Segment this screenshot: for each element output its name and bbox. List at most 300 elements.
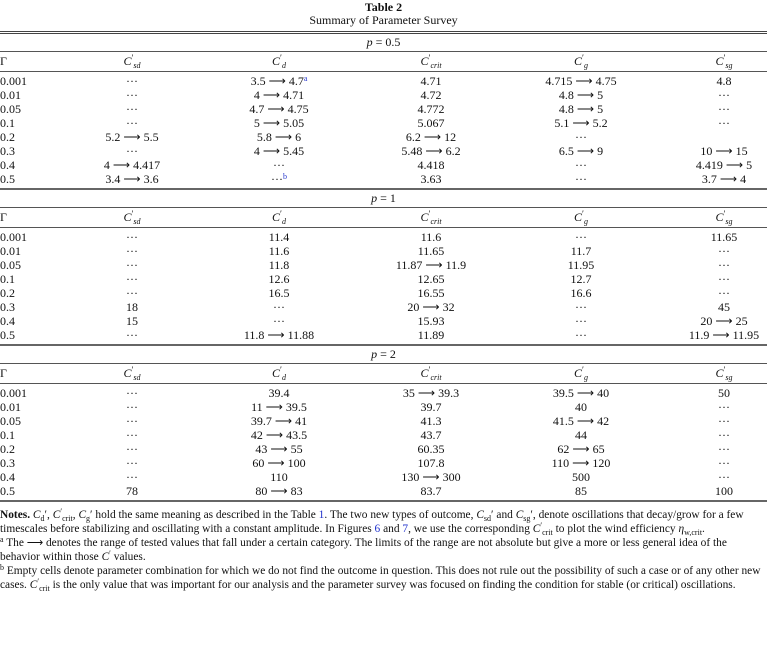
table-row [0, 158, 767, 172]
note-paragraph [0, 536, 767, 564]
table-cell: 4.772 [417, 102, 445, 116]
table-cell: 18 [126, 300, 138, 314]
table-cell: ··· [126, 116, 138, 130]
note-text: , [72, 509, 79, 521]
table-row [0, 88, 767, 102]
table-row [0, 386, 767, 400]
header-crit [420, 208, 441, 227]
header-row [0, 52, 767, 72]
table-cell: 3.4 ⟶ 3.6 [105, 172, 159, 186]
gamma-value: 0.3 [0, 144, 15, 158]
footnote-marker[interactable]: a [303, 74, 308, 83]
gamma-value: 0.1 [0, 272, 15, 286]
header-subscript: crit [430, 217, 442, 226]
section-variable: p [371, 347, 378, 361]
header-subscript: g [583, 373, 588, 382]
header-crit [420, 364, 441, 383]
note-text: C [52, 509, 61, 521]
header-base: C [574, 366, 583, 380]
table-cell: ··· [718, 456, 730, 470]
table-cell: ··· [575, 172, 587, 186]
header-sg [715, 52, 732, 71]
header-base: C [272, 54, 281, 68]
table-cell: 20 ⟶ 32 [407, 300, 455, 314]
table-row [0, 74, 767, 88]
table-cell: ··· [575, 328, 587, 342]
table-cell: ··· [575, 314, 587, 328]
note-text: ′ [37, 577, 40, 586]
table-cell: ··· [575, 158, 587, 172]
table-cell: 3.7 ⟶ 4 [701, 172, 747, 186]
note-text: η [678, 523, 685, 535]
header-subscript: g [583, 61, 588, 70]
table-cell: 11.8 ⟶ 11.88 [243, 328, 315, 342]
table-cell: ··· [126, 400, 138, 414]
table-cell: 44 [575, 428, 587, 442]
header-prime: ′ [582, 53, 584, 63]
note-text: values. [110, 551, 146, 563]
table-row [0, 258, 767, 272]
header-sg [715, 364, 732, 383]
table-cell: 4.8 ⟶ 5 [558, 102, 604, 116]
table-cell: 4.418 [417, 158, 445, 172]
header-subscript: sg [725, 61, 733, 70]
header-g [574, 364, 588, 383]
header-base: C [272, 366, 281, 380]
table-cell: 43.7 [420, 428, 442, 442]
note-text: d [40, 514, 45, 523]
table-cell: 40 [575, 400, 587, 414]
header-subscript: sg [725, 373, 733, 382]
note-text: ′ [60, 507, 63, 516]
table-row [0, 300, 767, 314]
note-text: ′ hold the same meaning as described in the Table [90, 509, 319, 521]
gamma-value: 0.5 [0, 484, 15, 498]
table-cell: ··· [126, 258, 138, 272]
table-cell: ··· [718, 470, 730, 484]
note-text: Notes. [0, 509, 33, 521]
table-cell: 12.7 [570, 272, 592, 286]
table-cell: ··· [718, 428, 730, 442]
header-prime: ′ [428, 209, 431, 219]
table-cell: 500 [572, 470, 590, 484]
table-cell: 39.7 [420, 400, 442, 414]
note-text: , we use the corresponding [408, 523, 533, 535]
table-row [0, 442, 767, 456]
note-text: b [0, 563, 4, 572]
note-text: to plot the wind efficiency [552, 523, 679, 535]
note-text: sg [523, 514, 531, 523]
header-base: C [420, 210, 429, 224]
table-cell: 11.6 [268, 244, 290, 258]
table-cell: 110 ⟶ 120 [551, 456, 611, 470]
table-cell: 78 [126, 484, 138, 498]
table-cell: 11.6 [420, 230, 442, 244]
header-gamma: Γ [0, 210, 7, 224]
table-cell: ··· [126, 456, 138, 470]
header-sd [123, 364, 140, 383]
note-text: ′ [540, 521, 543, 530]
gamma-value: 0.001 [0, 386, 27, 400]
table-cell: 130 ⟶ 300 [401, 470, 461, 484]
parameter-table [0, 34, 767, 502]
table-cell [251, 74, 308, 88]
header-subscript: sg [725, 217, 733, 226]
figure-link[interactable]: 6 [374, 523, 381, 535]
header-sd [123, 52, 140, 71]
header-prime: ′ [280, 365, 282, 375]
table-cell: 16.5 [268, 286, 290, 300]
table-cell: 107.8 [417, 456, 445, 470]
table-cell: 39.7 ⟶ 41 [250, 414, 308, 428]
section-variable: p [371, 191, 378, 205]
note-text: g [86, 514, 91, 523]
header-subscript: crit [430, 373, 442, 382]
table-row [0, 244, 767, 258]
note-text: The ⟶ denotes the range of tested values that fall under a certain category. The limits of the range are not absolute but give a more or less general idea of the behavior within those [0, 537, 727, 563]
note-paragraph [0, 564, 767, 592]
header-g [574, 208, 588, 227]
table-cell: ··· [126, 286, 138, 300]
table-cell: 43 ⟶ 55 [255, 442, 303, 456]
table-cell: 20 ⟶ 25 [700, 314, 748, 328]
note-text: C [532, 523, 541, 535]
gamma-value: 0.2 [0, 286, 15, 300]
note-text: sd [483, 514, 492, 523]
table-row [0, 328, 767, 342]
table-cell: 100 [715, 484, 733, 498]
header-prime: ′ [723, 365, 726, 375]
header-prime: ′ [131, 209, 134, 219]
table-cell: 5.8 ⟶ 6 [256, 130, 302, 144]
table-row [0, 130, 767, 144]
table-cell: ··· [273, 314, 285, 328]
table-cell: 5 ⟶ 5.05 [253, 116, 305, 130]
table-row [0, 286, 767, 300]
table-cell: ··· [126, 230, 138, 244]
table-cell: 80 ⟶ 83 [255, 484, 303, 498]
table-cell: 11.89 [417, 328, 445, 342]
table-cell: 3.63 [420, 172, 442, 186]
table-cell: ··· [126, 272, 138, 286]
gamma-value: 0.1 [0, 428, 15, 442]
table-cell: ··· [718, 102, 730, 116]
header-d [272, 208, 286, 227]
section-rows [0, 72, 767, 190]
table-cell: ··· [126, 386, 138, 400]
section-value: = 0.5 [372, 35, 401, 49]
table-cell: 45 [718, 300, 730, 314]
table-cell: ··· [126, 102, 138, 116]
note-text: C [78, 509, 87, 521]
note-text: ′ and [491, 509, 516, 521]
table-section [0, 34, 767, 190]
gamma-value: 0.4 [0, 158, 15, 172]
gamma-value: 0.2 [0, 442, 15, 456]
header-base: C [715, 210, 724, 224]
header-prime: ′ [723, 209, 726, 219]
note-text: w,crit [684, 528, 703, 537]
header-row [0, 208, 767, 228]
note-text: and [380, 523, 403, 535]
table-row [0, 484, 767, 498]
table-cell: ··· [126, 428, 138, 442]
table-cell: 35 ⟶ 39.3 [402, 386, 460, 400]
section-value: = 2 [377, 347, 396, 361]
table-cell: ··· [718, 258, 730, 272]
table-cell: 5.067 [417, 116, 445, 130]
header-prime: ′ [723, 53, 726, 63]
note-text: a [0, 535, 4, 544]
cell-value: ··· [271, 172, 283, 186]
gamma-value: 0.4 [0, 470, 15, 484]
header-base: C [123, 366, 132, 380]
table-section [0, 346, 767, 502]
header-prime: ′ [280, 53, 282, 63]
table-cell: 11.4 [268, 230, 290, 244]
table-cell: 4.7 ⟶ 4.75 [249, 102, 309, 116]
table-row [0, 456, 767, 470]
header-base: C [272, 210, 281, 224]
table-cell: 39.5 ⟶ 40 [552, 386, 610, 400]
table-cell: 11.95 [567, 258, 595, 272]
header-d [272, 364, 286, 383]
table-cell: ··· [718, 442, 730, 456]
table-cell: 5.2 ⟶ 5.5 [105, 130, 159, 144]
note-text: C [515, 509, 524, 521]
header-subscript: d [281, 217, 286, 226]
table-cell: 11.65 [710, 230, 738, 244]
table-section [0, 190, 767, 346]
figure-link[interactable]: 1 [318, 509, 325, 521]
table-cell: ··· [718, 88, 730, 102]
header-crit [420, 52, 441, 71]
figure-link[interactable]: 7 [402, 523, 409, 535]
table-cell: 16.55 [417, 286, 445, 300]
header-prime: ′ [582, 365, 584, 375]
gamma-value: 0.05 [0, 414, 21, 428]
header-subscript: d [281, 61, 286, 70]
gamma-value: 0.3 [0, 300, 15, 314]
note-text: C [29, 579, 38, 591]
table-cell: ··· [126, 74, 138, 88]
table-cell: ··· [273, 300, 285, 314]
note-text: C [101, 551, 110, 563]
table-row [0, 144, 767, 158]
header-sd [123, 208, 140, 227]
header-prime: ′ [280, 209, 282, 219]
table-cell: 12.65 [417, 272, 445, 286]
table-notes [0, 508, 767, 592]
note-text: . [702, 523, 705, 535]
section-variable: p [366, 35, 373, 49]
note-text: C [476, 509, 484, 521]
table-cell: 10 ⟶ 15 [700, 144, 748, 158]
table-cell: ··· [575, 300, 587, 314]
table-row [0, 230, 767, 244]
table-subtitle: Summary of Parameter Survey [309, 13, 458, 27]
gamma-value: 0.05 [0, 258, 21, 272]
section-rows [0, 384, 767, 502]
header-prime: ′ [582, 209, 584, 219]
header-sg [715, 208, 732, 227]
table-cell: 4.8 [716, 74, 732, 88]
header-base: C [123, 210, 132, 224]
table-cell: 4.419 ⟶ 5 [695, 158, 753, 172]
table-cell: 4.71 [420, 74, 442, 88]
gamma-value: 0.001 [0, 74, 27, 88]
table-cell: 11.87 ⟶ 11.9 [395, 258, 467, 272]
header-prime: ′ [131, 53, 134, 63]
table-cell: ··· [126, 88, 138, 102]
table-cell: ··· [575, 230, 587, 244]
table-cell: ··· [126, 414, 138, 428]
note-text: ′, denote oscillations that decay/grow for a few timescales before stabilizing and oscillating with a constant amplitude. In Figures [0, 509, 744, 535]
section-rows [0, 228, 767, 346]
table-cell: 11.8 [268, 258, 290, 272]
table-cell: 41.3 [420, 414, 442, 428]
table-cell: 15 [126, 314, 138, 328]
note-text: . The two new types of outcome, [324, 509, 477, 521]
note-text: ′, [44, 509, 53, 521]
header-subscript: crit [430, 61, 442, 70]
header-base: C [574, 54, 583, 68]
cell-value: 3.5 ⟶ 4.7 [250, 74, 304, 88]
table-cell: ··· [718, 414, 730, 428]
header-base: C [123, 54, 132, 68]
table-cell: 4 ⟶ 4.71 [253, 88, 305, 102]
header-g [574, 52, 588, 71]
note-paragraph [0, 508, 767, 536]
table-cell: 85 [575, 484, 587, 498]
header-subscript: g [583, 217, 588, 226]
table-cell: 110 [270, 470, 288, 484]
section-label [0, 346, 767, 364]
header-base: C [715, 366, 724, 380]
table-cell: 11.9 ⟶ 11.95 [688, 328, 760, 342]
header-gamma: Γ [0, 54, 7, 68]
header-base: C [574, 210, 583, 224]
header-subscript: d [281, 373, 286, 382]
table-cell: 6.5 ⟶ 9 [558, 144, 604, 158]
table-cell: 4.8 ⟶ 5 [558, 88, 604, 102]
table-cell: 50 [718, 386, 730, 400]
table-cell: 4 ⟶ 4.417 [103, 158, 161, 172]
note-text: Empty cells denote parameter combination for which we do not find the outcome in question. This does not rule out the possibility of such a case or of any other new cases. [0, 565, 761, 591]
table-cell: ··· [126, 442, 138, 456]
header-gamma: Γ [0, 366, 7, 380]
table-cell: ··· [126, 328, 138, 342]
table-cell [271, 172, 287, 186]
table-cell: 5.1 ⟶ 5.2 [554, 116, 608, 130]
section-label [0, 34, 767, 52]
table-row [0, 428, 767, 442]
table-row [0, 116, 767, 130]
table-cell: 11 ⟶ 39.5 [251, 400, 307, 414]
table-cell: ··· [718, 400, 730, 414]
table-cell: 11.7 [570, 244, 592, 258]
gamma-value: 0.2 [0, 130, 15, 144]
table-cell: ··· [718, 286, 730, 300]
header-prime: ′ [428, 53, 431, 63]
header-base: C [420, 366, 429, 380]
gamma-value: 0.05 [0, 102, 21, 116]
note-text: crit [62, 514, 73, 523]
table-cell: ··· [718, 244, 730, 258]
table-cell: 5.48 ⟶ 6.2 [401, 144, 461, 158]
table-row [0, 470, 767, 484]
gamma-value: 0.01 [0, 244, 21, 258]
note-text: ′ [109, 549, 111, 558]
section-value: = 1 [377, 191, 396, 205]
header-base: C [715, 54, 724, 68]
gamma-value: 0.4 [0, 314, 15, 328]
table-cell: ··· [126, 144, 138, 158]
table-cell: 4.72 [420, 88, 442, 102]
note-text: C [32, 509, 41, 521]
header-prime: ′ [131, 365, 134, 375]
gamma-value: 0.01 [0, 400, 21, 414]
section-label [0, 190, 767, 208]
table-cell: 12.6 [268, 272, 290, 286]
table-cell: ··· [273, 158, 285, 172]
table-cell: 60.35 [417, 442, 445, 456]
gamma-value: 0.001 [0, 230, 27, 244]
header-prime: ′ [428, 365, 431, 375]
table-cell: ··· [126, 244, 138, 258]
table-row [0, 272, 767, 286]
note-text: crit [542, 528, 553, 537]
table-cell: 39.4 [268, 386, 290, 400]
gamma-value: 0.5 [0, 172, 15, 186]
note-text: crit [39, 584, 50, 593]
table-row [0, 414, 767, 428]
gamma-value: 0.1 [0, 116, 15, 130]
table-cell: 83.7 [420, 484, 442, 498]
table-cell: ··· [126, 470, 138, 484]
table-cell: 6.2 ⟶ 12 [405, 130, 457, 144]
table-cell: 42 ⟶ 43.5 [250, 428, 308, 442]
table-cell: 60 ⟶ 100 [252, 456, 306, 470]
header-base: C [420, 54, 429, 68]
table-cell: ··· [718, 272, 730, 286]
table-cell: 4.715 ⟶ 4.75 [545, 74, 617, 88]
table-cell: 62 ⟶ 65 [557, 442, 605, 456]
table-title: Table 2 [364, 0, 403, 14]
table-cell: 4 ⟶ 5.45 [253, 144, 305, 158]
table-cell: 16.6 [570, 286, 592, 300]
table-cell: ··· [718, 116, 730, 130]
header-d [272, 52, 286, 71]
gamma-value: 0.01 [0, 88, 21, 102]
footnote-marker[interactable]: b [283, 172, 287, 181]
gamma-value: 0.3 [0, 456, 15, 470]
header-subscript: sd [133, 61, 141, 70]
table-cell: 41.5 ⟶ 42 [552, 414, 610, 428]
note-text: is the only value that was important for our analysis and the parameter survey was focused on finding the condition for stable (or critical) oscillations. [49, 579, 736, 591]
table-row [0, 400, 767, 414]
header-subscript: sd [133, 373, 141, 382]
header-subscript: sd [133, 217, 141, 226]
gamma-value: 0.5 [0, 328, 15, 342]
header-row [0, 364, 767, 384]
table-cell: 15.93 [417, 314, 445, 328]
table-cell: ··· [575, 130, 587, 144]
table-row [0, 314, 767, 328]
table-row [0, 102, 767, 116]
table-cell: 11.65 [417, 244, 445, 258]
table-row [0, 172, 767, 186]
